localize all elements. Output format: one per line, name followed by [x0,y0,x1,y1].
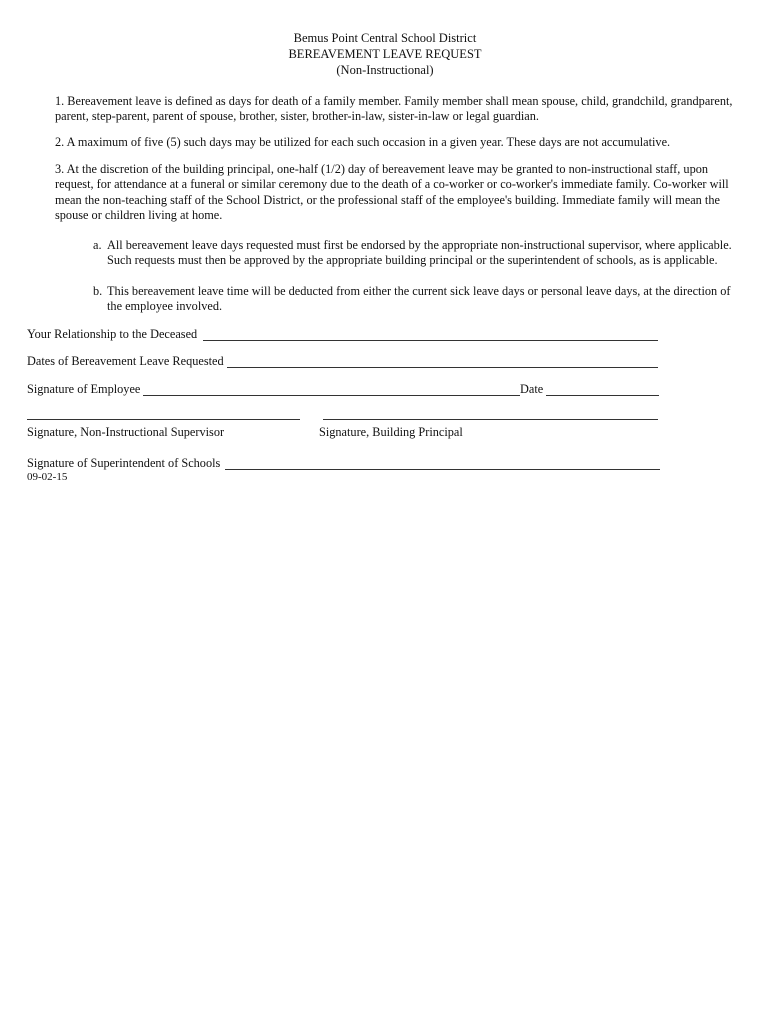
policy-subitem-b [93,284,743,315]
subitem-marker: a. [93,238,102,252]
form-subtitle: (Non-Instructional) [336,63,434,77]
subitem-text: This bereavement leave time will be deducted from either the current sick leave days or personal leave days, at the direction of the employee involved. [107,284,731,314]
principal-signature-label: Signature, Building Principal [319,425,463,439]
supervisor-signature-label: Signature, Non-Instructional Supervisor [27,425,225,439]
form-header [0,30,770,78]
policy-paragraph-2: 2. A maximum of five (5) such days may be utilized for each such occasion in a given year. These days are not accumulative. [55,135,671,149]
district-name: Bemus Point Central School District [293,31,477,45]
form-title: BEREAVEMENT LEAVE REQUEST [288,47,482,61]
dates-input-line[interactable] [227,367,658,368]
employee-signature-line[interactable] [143,395,520,396]
policy-paragraph-1: 1. Bereavement leave is defined as days for death of a family member. Family member shall mean spouse, child, grandchild, grandparent, parent, step-parent, parent of spouse, brother, sister, brother-in-law, sister-in-law or legal guardian. [55,94,733,124]
date-input-line[interactable] [546,395,659,396]
superintendent-signature-label: Signature of Superintendent of Schools [27,456,221,470]
policy-subitem-a [93,238,743,269]
revision-date: 09-02-15 [27,471,68,483]
relationship-label: Your Relationship to the Deceased [27,327,198,341]
dates-label: Dates of Bereavement Leave Requested [27,354,224,368]
supervisor-signature-line[interactable] [27,419,300,420]
relationship-input-line[interactable] [203,340,658,341]
subitem-marker: b. [93,284,103,298]
principal-signature-line[interactable] [323,419,658,420]
subitem-text: All bereavement leave days requested must first be endorsed by the appropriate non-instructional supervisor, where applicable. Such requests must then be approved by the appropriate building principal or the superintendent of schools, as is applicable. [107,238,732,268]
policy-paragraph-3: 3. At the discretion of the building principal, one-half (1/2) day of bereavement leave may be granted to non-instructional staff, upon request, for attendance at a funeral or similar ceremony due to the death of a co-worker or co-worker's immediate family. Co-worker will mean the non-teaching staff of the School District, or the professional staff of the employee's building. Immediate family will mean the spouse or children living at home. [55,162,729,223]
employee-signature-label: Signature of Employee [27,382,141,396]
superintendent-signature-line[interactable] [225,469,660,470]
date-label: Date [520,382,544,396]
